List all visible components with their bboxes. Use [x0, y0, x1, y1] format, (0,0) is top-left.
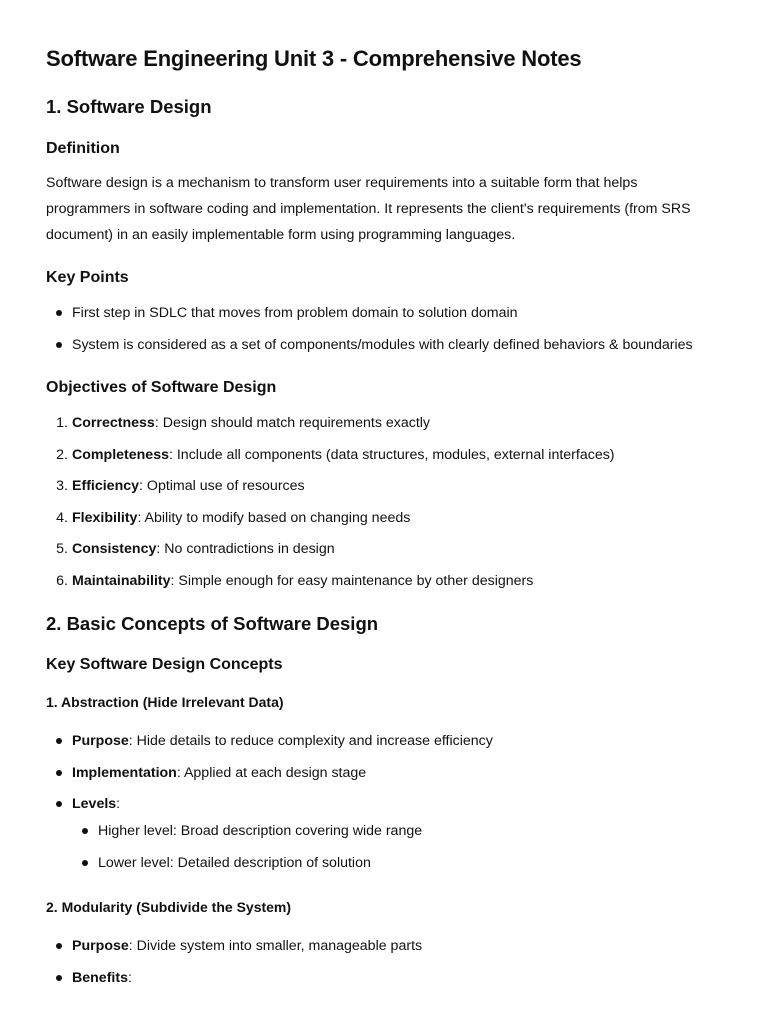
abstraction-levels-list: [72, 821, 726, 884]
list-item: 6. Maintainability: Simple enough for easy maintenance by other designers: [56, 572, 534, 589]
key-points-heading: Key Points: [46, 269, 129, 286]
definition-text: Software design is a mechanism to transform user requirements into a suitable form that helps programmers in software coding and implementation. It represents the client's requirements (from SRS document) in an easily implementable form using programming languages.: [46, 175, 691, 243]
section-heading-software-design: 1. Software Design: [46, 96, 212, 117]
list-item: 4. Flexibility: Ability to modify based on changing needs: [56, 509, 411, 526]
list-item: Higher level: Broad description covering wide range: [72, 821, 726, 853]
modularity-heading: 2. Modularity (Subdivide the System): [46, 899, 292, 915]
objectives-heading: Objectives of Software Design: [46, 379, 277, 396]
list-item: First step in SDLC that moves from problem domain to solution domain: [46, 303, 726, 335]
key-points-list: [46, 303, 726, 366]
abstraction-heading: 1. Abstraction (Hide Irrelevant Data): [46, 694, 284, 710]
list-item: Purpose: Divide system into smaller, manageable parts: [46, 936, 726, 968]
definition-heading: Definition: [46, 140, 120, 157]
list-item: 1. Correctness: Design should match requirements exactly: [56, 415, 431, 431]
list-item: Lower level: Detailed description of solution: [72, 853, 726, 885]
modularity-list: [46, 936, 726, 999]
list-item: Purpose: Hide details to reduce complexity and increase efficiency: [46, 731, 726, 763]
list-item: System is considered as a set of components/modules with clearly defined behaviors & boundaries: [46, 335, 726, 367]
list-item: Benefits:: [46, 968, 726, 1000]
abstraction-list: [46, 731, 726, 826]
list-item: Levels:: [46, 794, 726, 826]
list-item: 3. Efficiency: Optimal use of resources: [56, 478, 305, 494]
list-item: Implementation: Applied at each design stage: [46, 763, 726, 795]
concepts-heading: Key Software Design Concepts: [46, 656, 283, 673]
section-heading-basic-concepts: 2. Basic Concepts of Software Design: [46, 613, 379, 634]
list-item: 2. Completeness: Include all components (data structures, modules, external interfaces): [56, 446, 615, 463]
list-item: 5. Consistency: No contradictions in design: [56, 541, 335, 557]
objectives-list: [46, 413, 726, 602]
document-title: Software Engineering Unit 3 - Comprehensive Notes: [46, 46, 582, 71]
